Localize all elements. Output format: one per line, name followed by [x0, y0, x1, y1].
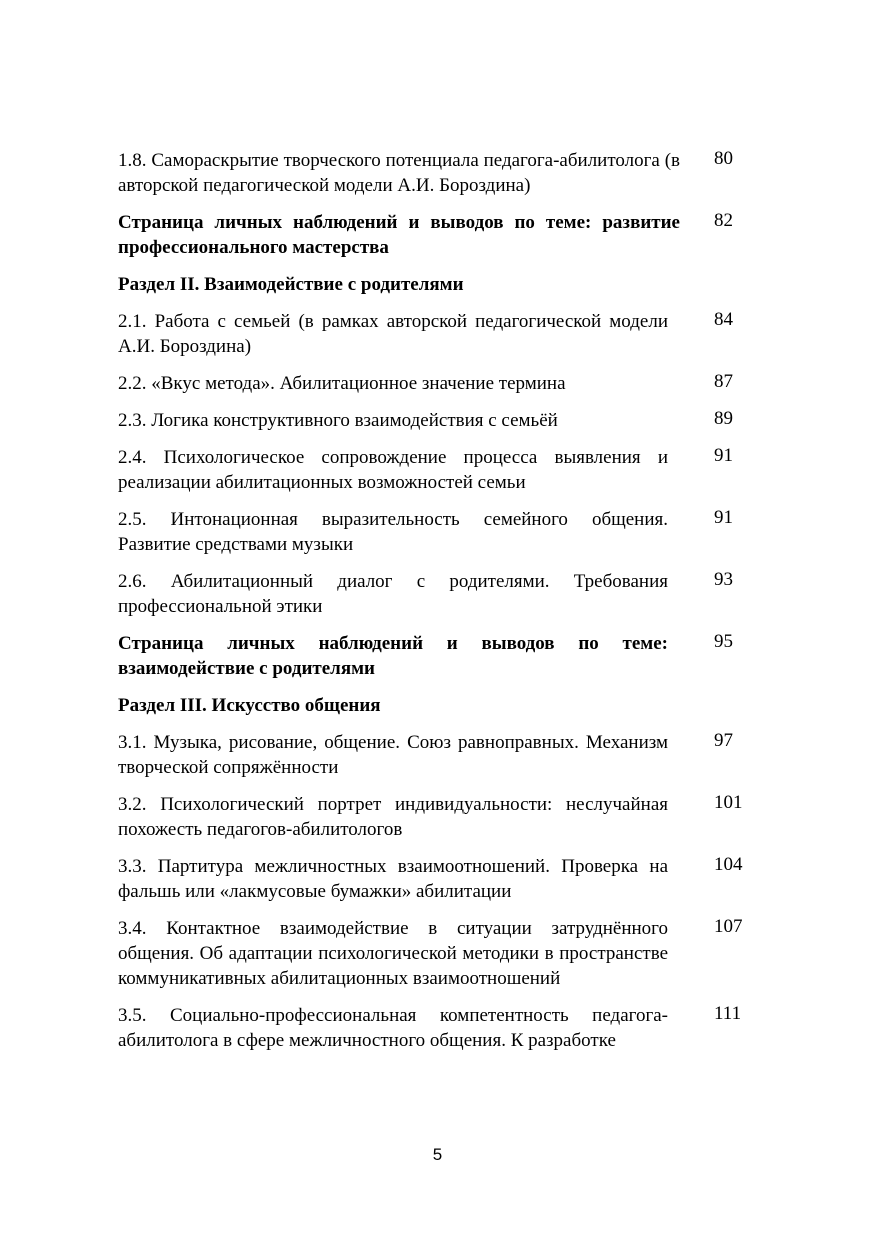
toc-page-number: 84	[714, 309, 733, 330]
toc-entry-text: 2.1. Работа с семьей (в рамках авторской педагогической модели А.И. Бороздина)	[118, 311, 668, 357]
toc-entry-2-5	[118, 507, 778, 557]
toc-entry-text: 2.2. «Вкус метода». Абилитационное значение термина	[118, 373, 566, 394]
toc-page-number: 80	[714, 148, 733, 169]
toc-entry-text: 2.6. Абилитационный диалог с родителями. Требования профессиональной этики	[118, 571, 668, 617]
toc-page-number: 82	[714, 210, 733, 231]
toc-page-number: 104	[714, 854, 743, 875]
toc-entry-text: 1.8. Самораскрытие творческого потенциала педагога-абилитолога (в авторской педагогической модели А.И. Бороздина)	[118, 150, 680, 196]
toc-entry-text: Страница личных наблюдений и выводов по теме: развитие профессионального мастерства	[118, 212, 680, 258]
toc-page-number: 91	[714, 507, 733, 528]
toc-entry-text: 3.3. Партитура межличностных взаимоотношений. Проверка на фальшь или «лакмусовые бумажки» абилитации	[118, 856, 668, 902]
toc-entry-text: 3.2. Психологический портрет индивидуальности: неслучайная похожесть педагогов-абилитологов	[118, 794, 668, 840]
toc-entry-3-3	[118, 854, 778, 904]
toc-section-3-heading	[118, 693, 778, 718]
table-of-contents	[118, 148, 778, 1053]
toc-page-number: 91	[714, 445, 733, 466]
toc-entry-3-1	[118, 730, 778, 780]
toc-entry-3-5	[118, 1003, 778, 1053]
toc-entry-2-1	[118, 309, 778, 359]
toc-page-number: 89	[714, 408, 733, 429]
toc-page-number: 101	[714, 792, 743, 813]
toc-entry-3-2	[118, 792, 778, 842]
toc-entry-text: 3.1. Музыка, рисование, общение. Союз равноправных. Механизм творческой сопряжённости	[118, 732, 668, 778]
toc-entry-2-4	[118, 445, 778, 495]
toc-section-title: Раздел III. Искусство общения	[118, 695, 381, 716]
toc-entry-text: 3.4. Контактное взаимодействие в ситуации затруднённого общения. Об адаптации психологической методики в пространстве коммуникативных абилитационных взаимоотношений	[118, 918, 668, 989]
toc-section-2-heading	[118, 272, 778, 297]
toc-notes-entry-2	[118, 631, 778, 681]
toc-entry-text: 2.4. Психологическое сопровождение процесса выявления и реализации абилитационных возможностей семьи	[118, 447, 668, 493]
toc-entry-2-3	[118, 408, 778, 433]
toc-page-number: 97	[714, 730, 733, 751]
toc-entry-1-8	[118, 148, 778, 198]
toc-entry-text: 3.5. Социально-профессиональная компетентность педагога-абилитолога в сфере межличностного общения. К разработке	[118, 1005, 668, 1051]
toc-page-number: 93	[714, 569, 733, 590]
toc-entry-2-2	[118, 371, 778, 396]
toc-entry-text: Страница личных наблюдений и выводов по теме: взаимодействие с родителями	[118, 633, 668, 679]
toc-entry-3-4	[118, 916, 778, 991]
toc-entry-2-6	[118, 569, 778, 619]
toc-page-number: 111	[714, 1003, 742, 1024]
toc-notes-entry-1	[118, 210, 778, 260]
toc-entry-text: 2.3. Логика конструктивного взаимодействия с семьёй	[118, 410, 558, 431]
page-number-footer: 5	[432, 1145, 443, 1164]
toc-entry-text: 2.5. Интонационная выразительность семейного общения. Развитие средствами музыки	[118, 509, 668, 555]
toc-page-number: 95	[714, 631, 733, 652]
toc-page-number: 87	[714, 371, 733, 392]
toc-page-number: 107	[714, 916, 743, 937]
toc-section-title: Раздел II. Взаимодействие с родителями	[118, 274, 464, 295]
